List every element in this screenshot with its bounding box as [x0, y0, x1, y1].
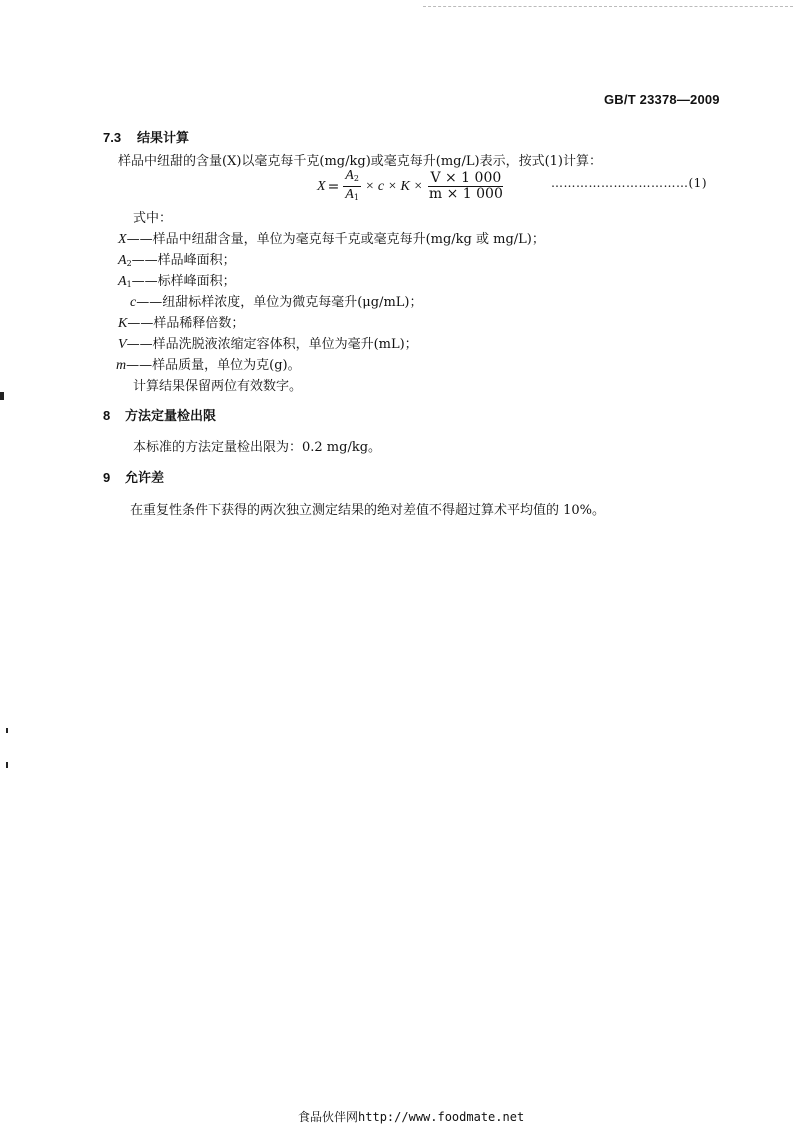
- fraction-volume-mass: [427, 171, 505, 202]
- section-title: 结果计算: [137, 130, 190, 145]
- formula-eq: =: [327, 178, 340, 195]
- result-intro: 样品中纽甜的含量(X)以毫克每千克(mg/kg)或毫克每升(mg/L)表示，按式(1)计算：: [118, 154, 602, 169]
- section-title: 允许差: [125, 470, 165, 485]
- section-number: 8: [103, 408, 111, 423]
- standard-code: GB/T 23378—2009: [604, 92, 720, 107]
- variable-row: K——样品稀释倍数；: [118, 316, 245, 331]
- scan-mark: [6, 762, 8, 768]
- variable-row: $A_1——$标样峰面积；: [118, 274, 236, 289]
- footer-url[interactable]: http://www.foodmate.net: [358, 1110, 525, 1124]
- section-9-heading: [103, 467, 164, 486]
- fraction-a2-a1: $\frac{A_2}{A_1}$: [345, 168, 359, 202]
- fraction-numerator: V × 1 000: [430, 170, 502, 186]
- formula-number: ……………………………(1): [551, 176, 707, 190]
- variable-row: V——样品洗脱液浓缩定容体积，单位为毫升(mL)；: [118, 337, 418, 352]
- formula-multipliers: × c × K ×: [364, 178, 423, 194]
- variable-row: m——样品质量，单位为克(g)。: [116, 358, 301, 373]
- scan-mark: [6, 728, 8, 733]
- formula-1: [317, 168, 507, 205]
- formula-lhs: X: [317, 178, 326, 194]
- section-8-heading: [103, 405, 216, 424]
- section-8-text: 本标准的方法定量检出限为：0.2 mg/kg。: [133, 440, 382, 455]
- variable-row: $A_2——$样品峰面积；: [118, 253, 236, 268]
- section-number: 9: [103, 470, 111, 485]
- rounding-note: 计算结果保留两位有效数字。: [133, 379, 303, 394]
- where-label: 式中：: [133, 211, 173, 226]
- section-title: 方法定量检出限: [125, 408, 217, 423]
- variable-row: c——纽甜标样浓度，单位为微克每毫升(μg/mL)；: [130, 295, 423, 310]
- section-number: 7.3: [103, 130, 122, 145]
- section-7-3-heading: [103, 127, 189, 146]
- footer-site-name: 食品伙伴网: [298, 1110, 359, 1124]
- section-9-text: 在重复性条件下获得的两次独立测定结果的绝对差值不得超过算术平均值的 10%。: [130, 503, 606, 518]
- variable-row: X——样品中纽甜含量，单位为毫克每千克或毫克每升(mg/kg 或 mg/L)；: [118, 232, 545, 247]
- scan-top-border: [423, 6, 793, 7]
- scan-mark: [0, 392, 4, 400]
- fraction-denominator: m × 1 000: [428, 186, 503, 202]
- footer-watermark: [298, 1108, 524, 1125]
